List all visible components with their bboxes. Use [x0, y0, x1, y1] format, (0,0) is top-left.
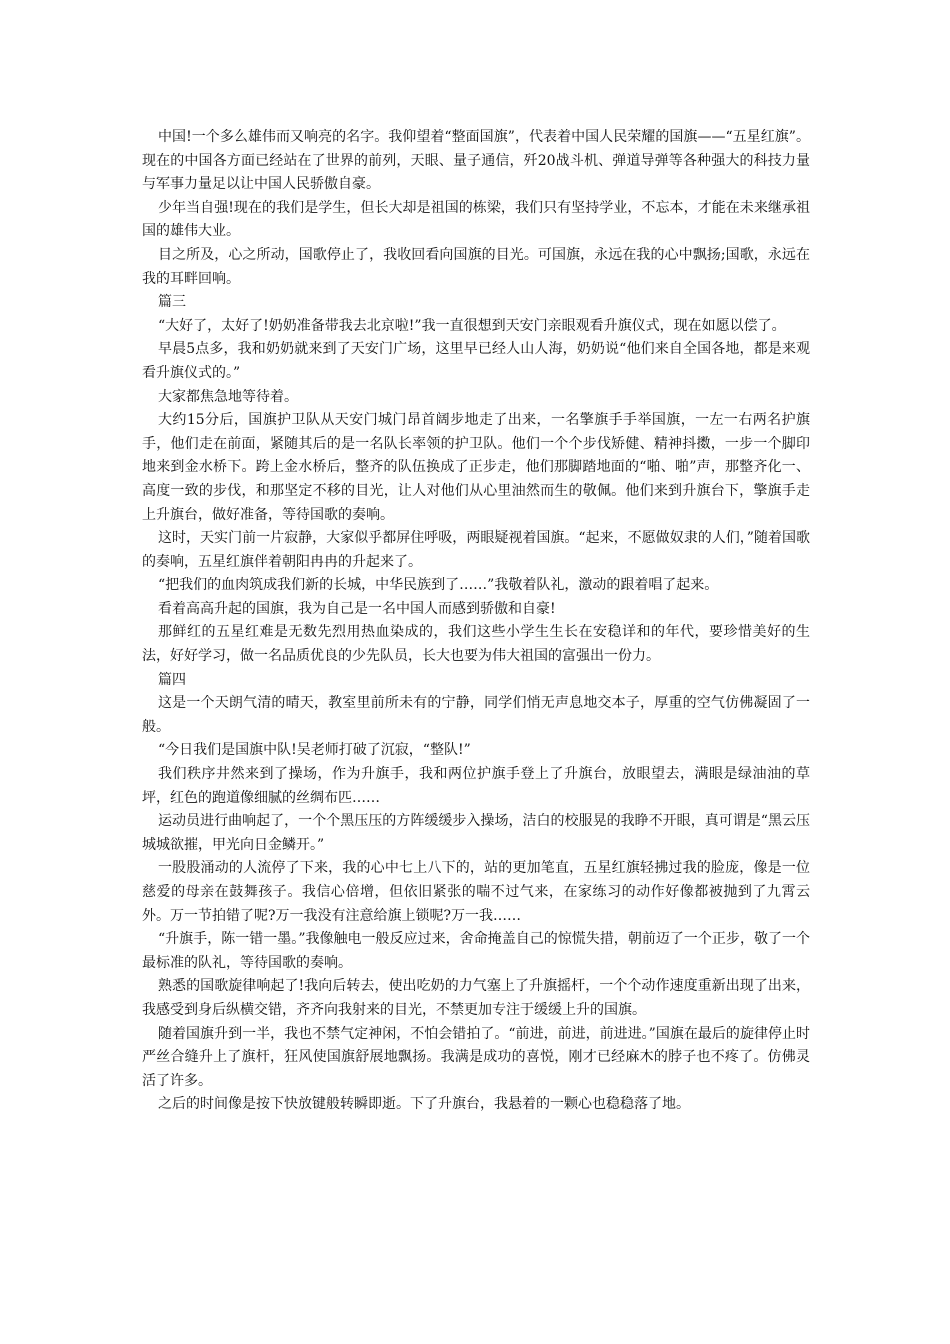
paragraph: 大家都焦急地等待着。 — [158, 388, 298, 405]
paragraph: 目之所及，心之所动，国歌停止了，我收回看向国旗的目光。可国旗，永远在我的心中飘扬;国歌，永远在我的耳畔回响。 — [142, 246, 810, 287]
paragraph: 这是一个天朗气清的晴天，教室里前所未有的宁静，同学们悄无声息地交本子，厚重的空气仿佛凝固了一般。 — [142, 695, 810, 735]
paragraph: 那鲜红的五星红难是无数先烈用热血染成的，我们这些小学生生长在安稳详和的年代，要珍惜美好的生法，好好学习，做一名品质优良的少先队员，长大也要为伟大祖国的富强出一份力。 — [142, 624, 810, 665]
paragraph: 中国!一个多么雄伟而又响亮的名字。我仰望着“整面国旗”，代表着中国人民荣耀的国旗——“五星红旗”。现在的中国各方面已经站在了世界的前列，天眼、量子通信，歼20战斗机、弹道导弹等各种强大的科技力量与军事力量足以让中国人民骄傲自豪。 — [142, 129, 810, 193]
paragraph: “把我们的血肉筑成我们新的长城，中华民族到了……”我敬着队礼，激动的跟着唱了起来。 — [158, 577, 719, 594]
paragraph: 早晨5点多，我和奶奶就来到了天安门广场，这里早已经人山人海，奶奶说“他们来自全国各地，都是来观看升旗仪式的。” — [142, 341, 810, 381]
paragraph: 这时，天实门前一片寂静，大家似乎都屏住呼吸，两眼疑视着国旗。“起来，不愿做奴隶的人们，”随着国歌的奏响，五星红旗伴着朝阳冉冉的升起来了。 — [142, 530, 810, 570]
section-heading: 篇三 — [158, 294, 186, 311]
paragraph: 熟悉的国歌旋律响起了!我向后转去，使出吃奶的力气塞上了升旗摇杆，一个个动作速度重新出现了出来，我感受到身后纵横交错，齐齐向我射来的目光，不禁更加专注于缓缓上升的国旗。 — [142, 978, 810, 1018]
paragraph: 随着国旗升到一半，我也不禁气定神闲，不怕会错拍了。“前进，前进，前进进。”国旗在最后的旋律停止时严丝合缝升上了旗杆，狂风使国旗舒展地飘扬。我满是成功的喜悦，刚才已经麻木的脖子也不疼了。仿佛灵活了许多。 — [142, 1025, 810, 1089]
section-heading: 篇四 — [158, 671, 186, 688]
document-page — [142, 126, 810, 1117]
paragraph: 我们秩序井然来到了操场，作为升旗手，我和两位护旗手登上了升旗台，放眼望去，满眼是绿油油的草坪，红色的跑道像细腻的丝绸布匹…… — [142, 766, 810, 806]
paragraph: 一股股涌动的人流停了下来，我的心中七上八下的，站的更加笔直，五星红旗轻拂过我的脸庞，像是一位慈爱的母亲在鼓舞孩子。我信心倍增，但依旧紧张的喘不过气来，在家练习的动作好像都被抛到了九霄云外。万一节拍错了呢?万一我没有注意给旗上锁呢?万一我…… — [142, 860, 810, 924]
paragraph: “升旗手，陈一错一墨。”我像触电一般反应过来，舍命掩盖自己的惊慌失措，朝前迈了一个正步，敬了一个最标准的队礼，等待国歌的奏响。 — [142, 931, 810, 971]
paragraph: 运动员进行曲响起了，一个个黑压压的方阵缓缓步入操场，洁白的校服晃的我睁不开眼，真可谓是“黑云压城城欲摧，甲光向日金鳞开。” — [142, 813, 810, 853]
paragraph: 看着高高升起的国旗，我为自己是一名中国人而感到骄傲和自豪! — [158, 600, 556, 617]
paragraph: “大好了，太好了!奶奶准备带我去北京啦!”我一直很想到天安门亲眼观看升旗仪式，现在如愿以偿了。 — [158, 317, 786, 334]
paragraph: “今日我们是国旗中队!吴老师打破了沉寂，“整队!” — [158, 742, 471, 759]
paragraph: 大约15分后，国旗护卫队从天安门城门昂首阔步地走了出来，一名擎旗手手举国旗，一左一右两名护旗手，他们走在前面，紧随其后的是一名队长率领的护卫队。他们一个个步伐矫健、精神抖擞，一步一个脚印地来到金水桥下。跨上金水桥后，整齐的队伍换成了正步走，他们那脚踏地面的“啪、啪”声，那整齐化一、高度一致的步伐，和那坚定不移的目光，让人对他们从心里油然而生的敬佩。他们来到升旗台下，擎旗手走上升旗台，做好准备，等待国歌的奏响。 — [142, 412, 810, 523]
paragraph: 之后的时间像是按下快放键般转瞬即逝。下了升旗台，我悬着的一颗心也稳稳落了地。 — [158, 1096, 690, 1113]
paragraph: 少年当自强!现在的我们是学生，但长大却是祖国的栋梁，我们只有坚持学业，不忘本，才能在未来继承祖国的雄伟大业。 — [142, 199, 810, 240]
